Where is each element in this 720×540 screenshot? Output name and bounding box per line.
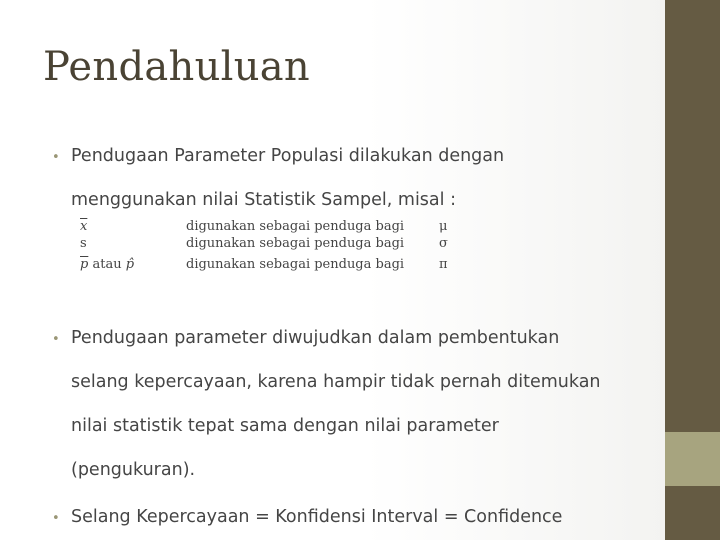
sidebar-decor-bottom: [665, 486, 720, 540]
estimator-symbol: $\overline{x}$: [80, 219, 88, 234]
bullet-1-line-2: menggunakan nilai Statistik Sampel, misal :: [71, 190, 456, 210]
parameter-symbol: σ: [439, 236, 448, 251]
bullet-marker: •: [52, 150, 60, 165]
bullet-3-line-1: Selang Kepercayaan = Konfidensi Interval = Confidence: [71, 507, 563, 527]
estimator-description: digunakan sebagai penduga bagi: [186, 236, 405, 251]
sidebar-decor-top: [665, 0, 720, 432]
bullet-marker: •: [52, 511, 60, 526]
bullet-2-line-4: (pengukuran).: [71, 460, 196, 480]
parameter-symbol: μ: [439, 219, 448, 234]
bullet-1-line-1: Pendugaan Parameter Populasi dilakukan dengan: [71, 146, 505, 166]
bullet-2-line-2: selang kepercayaan, karena hampir tidak pernah ditemukan: [71, 372, 601, 392]
sidebar-decor-accent: [665, 432, 720, 486]
slide-title: Pendahuluan: [43, 44, 310, 90]
estimator-description: digunakan sebagai penduga bagi: [186, 257, 405, 272]
estimator-row: [80, 234, 460, 254]
estimator-symbol: s: [80, 236, 87, 251]
estimator-description: digunakan sebagai penduga bagi: [186, 219, 405, 234]
estimator-table: [80, 217, 460, 277]
estimator-row: [80, 255, 460, 275]
estimator-symbol: $\overline{p}$ atau p̂: [80, 257, 135, 272]
parameter-symbol: π: [439, 257, 448, 272]
bullet-2-line-1: Pendugaan parameter diwujudkan dalam pembentukan: [71, 328, 560, 348]
bullet-2-line-3: nilai statistik tepat sama dengan nilai parameter: [71, 416, 499, 436]
bullet-marker: •: [52, 332, 60, 347]
